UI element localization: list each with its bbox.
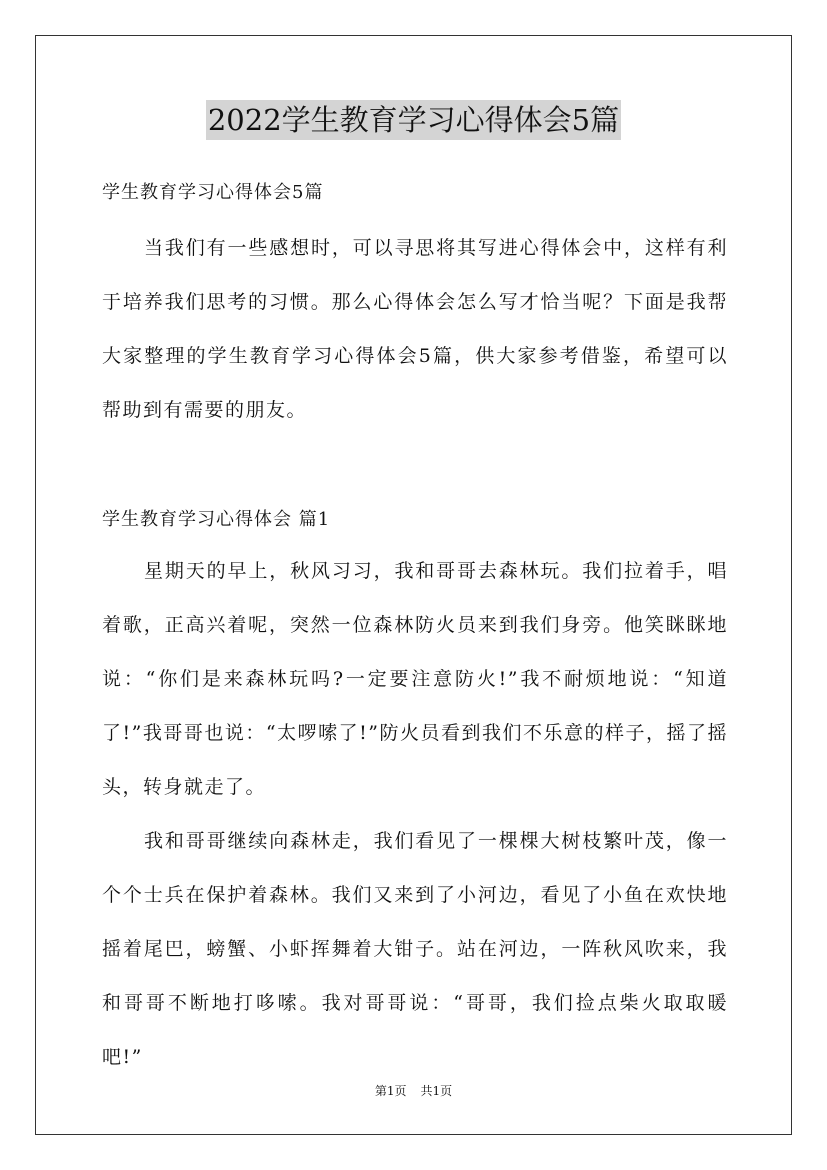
body-paragraph-1: 星期天的早上，秋风习习，我和哥哥去森林玩。我们拉着手，唱着歌，正高兴着呢，突然一位森林防火员来到我们身旁。他笑眯眯地说：“你们是来森林玩吗?一定要注意防火!”我不耐烦地说：“知道了!”我哥哥也说：“太啰嗦了!”防火员看到我们不乐意的样子，摇了摇头，转身就走了。 — [102, 560, 728, 798]
title-container — [0, 100, 827, 140]
page-number: 第1页 — [374, 1084, 407, 1098]
intro-paragraph: 当我们有一些感想时，可以寻思将其写进心得体会中，这样有利于培养我们思考的习惯。那么心得体会怎么写才恰当呢？下面是我帮大家整理的学生教育学习心得体会5篇，供大家参考借鉴，希望可以帮助到有需要的朋友。 — [102, 237, 728, 421]
document-subtitle: 学生教育学习心得体会5篇 — [102, 182, 324, 203]
section-heading: 学生教育学习心得体会 篇1 — [102, 509, 331, 530]
page-footer — [0, 1083, 827, 1099]
document-title: 2022学生教育学习心得体会5篇 — [206, 100, 621, 140]
body-paragraph-2: 我和哥哥继续向森林走，我们看见了一棵棵大树枝繁叶茂，像一个个士兵在保护着森林。我们又来到了小河边，看见了小鱼在欢快地摇着尾巴，螃蟹、小虾挥舞着大钳子。站在河边，一阵秋风吹来，我和哥哥不断地打哆嗦。我对哥哥说：“哥哥，我们捡点柴火取取暖吧!” — [102, 830, 728, 1068]
page-total: 共1页 — [420, 1084, 453, 1098]
